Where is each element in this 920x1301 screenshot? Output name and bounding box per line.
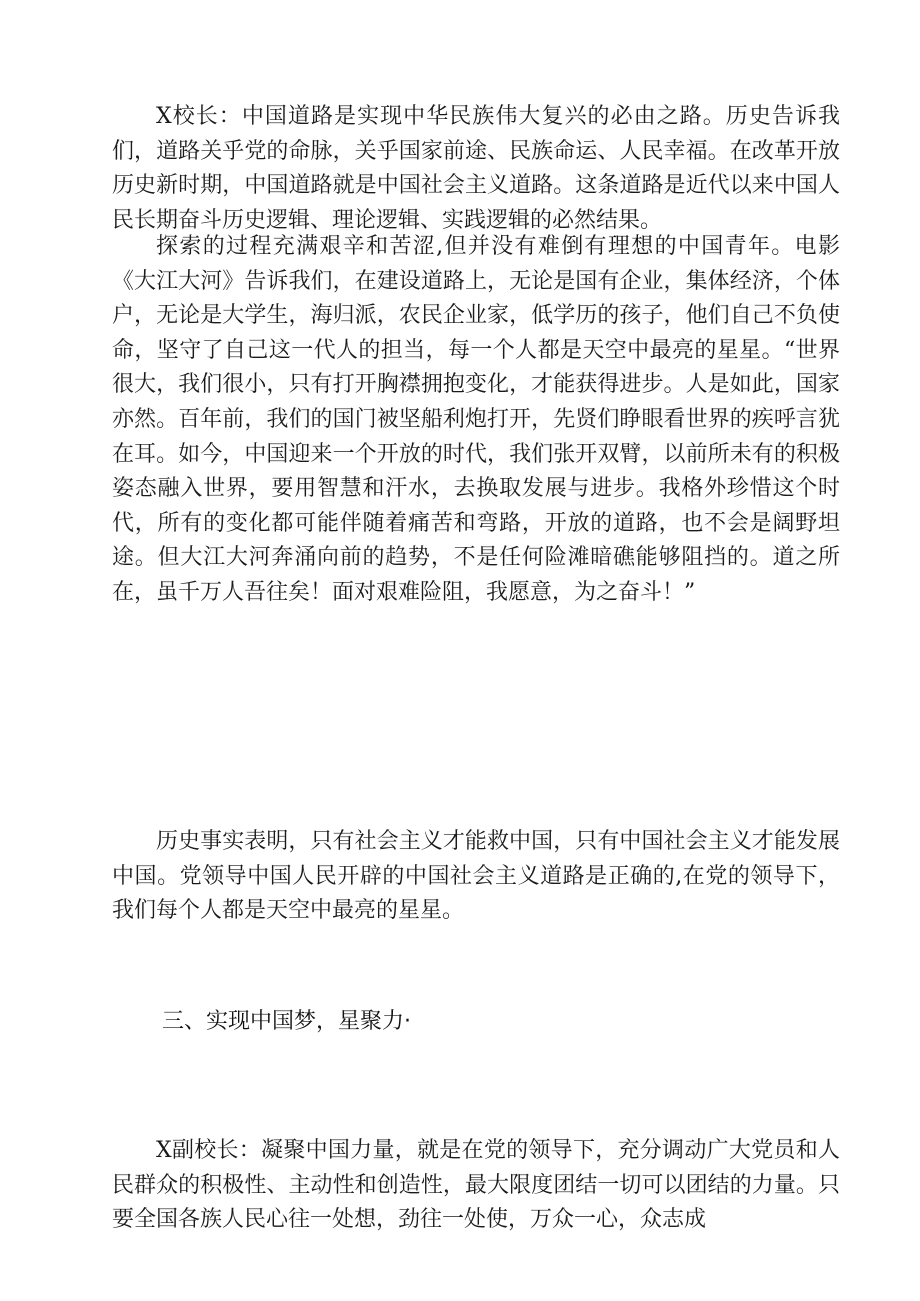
paragraph-1: X校长：中国道路是实现中华民族伟大复兴的必由之路。历史告诉我们，道路关乎党的命脉，关乎国家前途、民族命运、人民幸福。在改革开放历史新时期，中国道路就是中国社会主义道路。这条道路是近代以来中国人民长期奋斗历史逻辑、理论逻辑、实践逻辑的必然结果。 (112, 104, 840, 233)
section-heading: 三、实现中国梦，星聚力· (162, 1009, 411, 1034)
paragraph-3: 历史事实表明，只有社会主义才能救中国，只有中国社会主义才能发展中国。党领导中国人民开辟的中国社会主义道路是正确的,在党的领导下，我们每个人都是天空中最亮的星星。 (112, 829, 840, 924)
paragraph-2: 探索的过程充满艰辛和苦涩,但并没有难倒有理想的中国青年。电影《大江大河》告诉我们，在建设道路上，无论是国有企业，集体经济，个体户，无论是大学生，海归派，农民企业家，低学历的孩子，他们自己不负使命，坚守了自己这一代人的担当，每一个人都是天空中最亮的星星。“世界很大，我们很小，只有打开胸襟拥抱变化，才能获得进步。人是如此，国家亦然。百年前，我们的国门被坚船利炮打开，先贤们睁眼看世界的疾呼言犹在耳。如今，中国迎来一个开放的时代，我们张开双臂，以前所未有的积极姿态融入世界，要用智慧和汗水，去换取发展与进步。我格外珍惜这个时代，所有的变化都可能伴随着痛苦和弯路，开放的道路，也不会是阔野坦途。但大江大河奔涌向前的趋势，不是任何险滩暗礁能够阻挡的。道之所在，虽千万人吾往矣！面对艰难险阻，我愿意，为之奋斗！” (112, 234, 840, 605)
paragraph-4: X副校长：凝聚中国力量，就是在党的领导下，充分调动广大党员和人民群众的积极性、主动性和创造性，最大限度团结一切可以团结的力量。只要全国各族人民心往一处想，劲往一处使，万众一心，众志成 (112, 1138, 840, 1233)
